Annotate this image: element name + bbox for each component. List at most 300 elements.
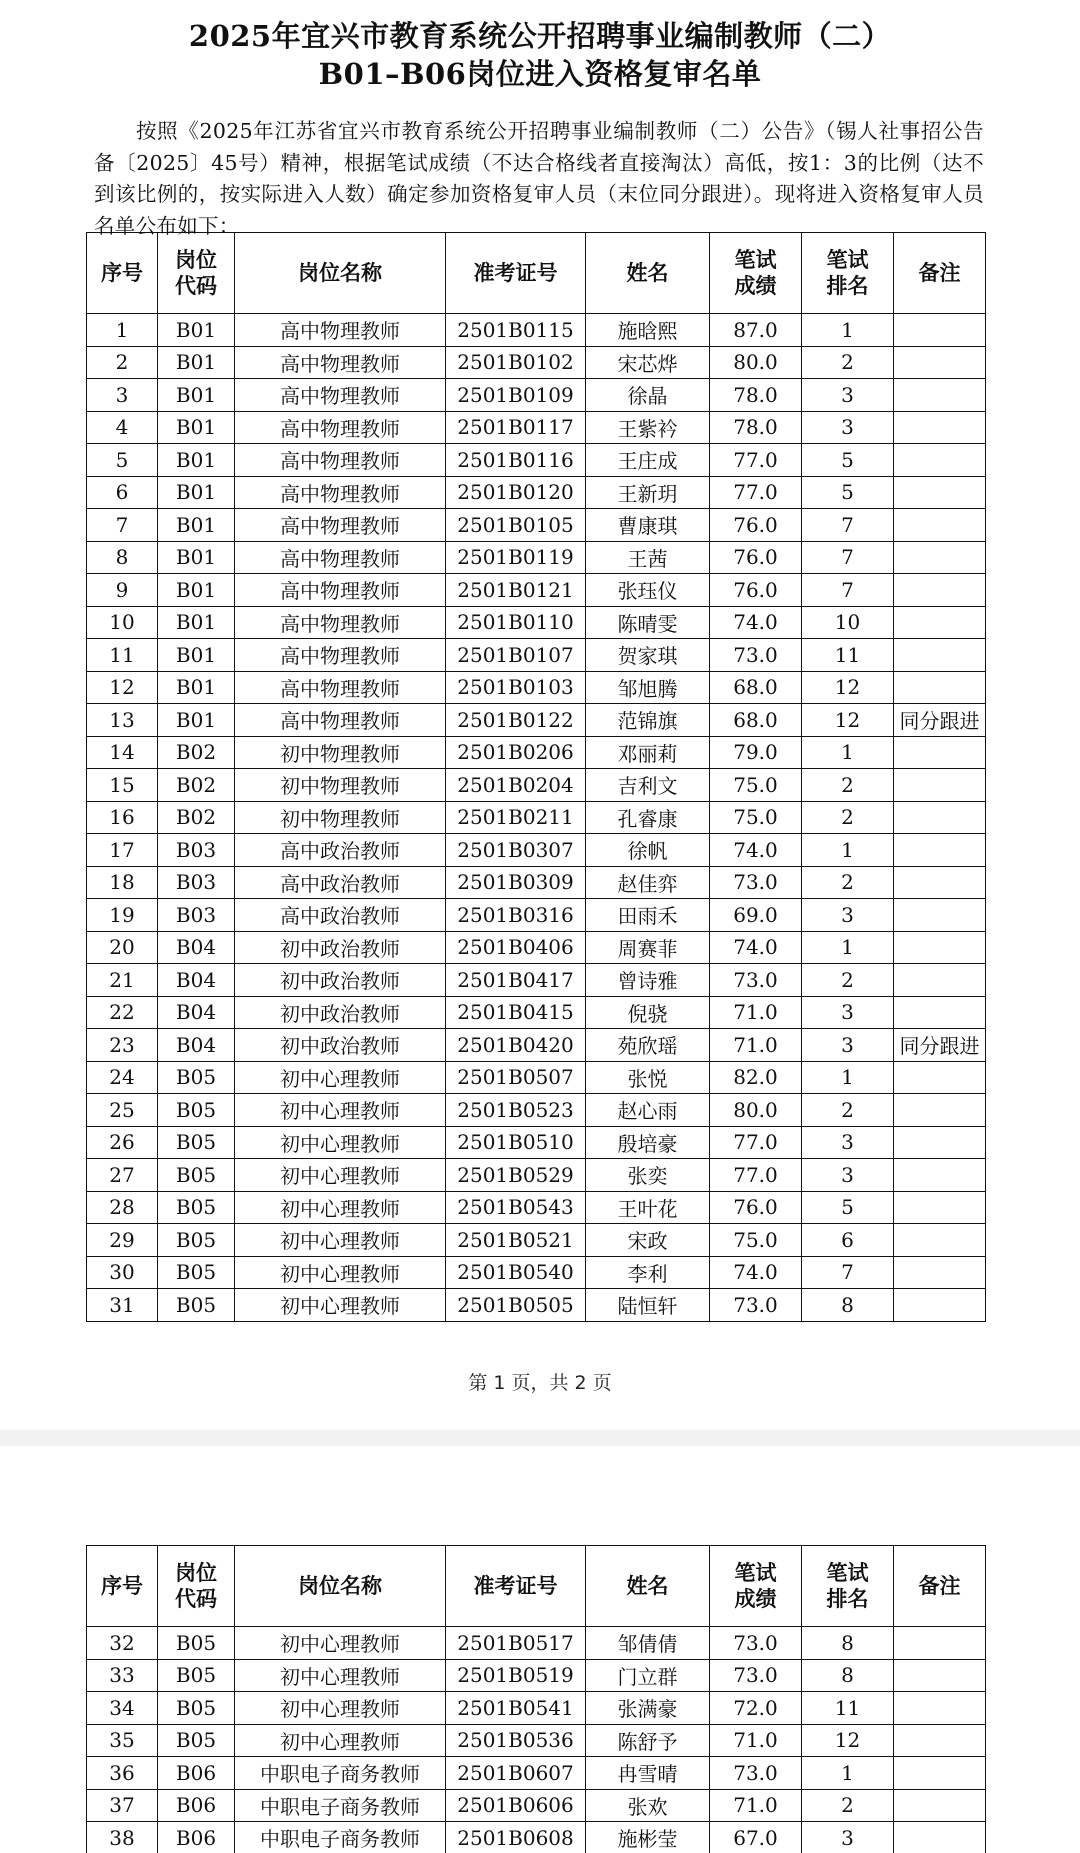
table-row	[87, 1724, 986, 1757]
post-code-cell: B02	[158, 769, 235, 802]
exam-number-cell: 2501B0117	[446, 411, 586, 444]
note-cell	[894, 1191, 986, 1224]
exam-number-cell: 2501B0519	[446, 1659, 586, 1692]
post-name-cell: 初中政治教师	[235, 931, 446, 964]
exam-number-cell: 2501B0206	[446, 736, 586, 769]
table-row	[87, 574, 986, 607]
exam-number-cell: 2501B0307	[446, 834, 586, 867]
exam-number-cell: 2501B0529	[446, 1159, 586, 1192]
table-row	[87, 964, 986, 997]
name-cell: 殷培豪	[586, 1126, 710, 1159]
exam-number-cell: 2501B0517	[446, 1627, 586, 1660]
post-name-cell: 初中政治教师	[235, 996, 446, 1029]
written-score-cell: 87.0	[710, 314, 802, 347]
post-code-cell: B04	[158, 964, 235, 997]
name-cell: 周赛菲	[586, 931, 710, 964]
note-cell	[894, 964, 986, 997]
note-cell	[894, 1224, 986, 1257]
written-score-cell: 78.0	[710, 379, 802, 412]
written-score-cell: 75.0	[710, 801, 802, 834]
table-row	[87, 1627, 986, 1660]
written-score-cell: 74.0	[710, 606, 802, 639]
exam-number-cell: 2501B0309	[446, 866, 586, 899]
written-rank-cell: 8	[802, 1627, 894, 1660]
exam-number-cell: 2501B0521	[446, 1224, 586, 1257]
exam-number-cell: 2501B0415	[446, 996, 586, 1029]
header-post-name: 岗位名称	[235, 233, 446, 314]
written-score-cell: 77.0	[710, 476, 802, 509]
table-row	[87, 314, 986, 347]
note-cell	[894, 736, 986, 769]
written-score-cell: 73.0	[710, 1627, 802, 1660]
note-cell	[894, 1692, 986, 1725]
post-code-cell: B05	[158, 1094, 235, 1127]
written-score-cell: 73.0	[710, 964, 802, 997]
seq-cell: 3	[87, 379, 158, 412]
post-name-cell: 初中政治教师	[235, 1029, 446, 1062]
written-score-cell: 74.0	[710, 931, 802, 964]
table-row	[87, 444, 986, 477]
post-code-cell: B01	[158, 444, 235, 477]
table-row	[87, 834, 986, 867]
post-name-cell: 高中物理教师	[235, 606, 446, 639]
table-row	[87, 769, 986, 802]
note-cell	[894, 1757, 986, 1790]
name-cell: 倪骁	[586, 996, 710, 1029]
post-code-cell: B05	[158, 1191, 235, 1224]
post-code-cell: B02	[158, 801, 235, 834]
written-rank-cell: 11	[802, 1692, 894, 1725]
seq-cell: 33	[87, 1659, 158, 1692]
table-row	[87, 1126, 986, 1159]
written-rank-cell: 12	[802, 704, 894, 737]
exam-number-cell: 2501B0608	[446, 1822, 586, 1853]
table-row	[87, 1822, 986, 1853]
header-name: 姓名	[586, 1546, 710, 1627]
post-code-cell: B05	[158, 1061, 235, 1094]
post-code-cell: B01	[158, 346, 235, 379]
header-post-code: 岗位 代码	[158, 233, 235, 314]
written-score-cell: 77.0	[710, 1126, 802, 1159]
post-code-cell: B05	[158, 1126, 235, 1159]
exam-number-cell: 2501B0543	[446, 1191, 586, 1224]
note-cell	[894, 866, 986, 899]
written-rank-cell: 3	[802, 1822, 894, 1853]
table-row	[87, 346, 986, 379]
note-cell	[894, 1789, 986, 1822]
header-written-rank: 笔试 排名	[802, 1546, 894, 1627]
seq-cell: 36	[87, 1757, 158, 1790]
name-cell: 田雨禾	[586, 899, 710, 932]
note-cell	[894, 1094, 986, 1127]
post-name-cell: 初中心理教师	[235, 1256, 446, 1289]
written-rank-cell: 7	[802, 1256, 894, 1289]
exam-number-cell: 2501B0540	[446, 1256, 586, 1289]
seq-cell: 10	[87, 606, 158, 639]
written-score-cell: 76.0	[710, 574, 802, 607]
seq-cell: 9	[87, 574, 158, 607]
seq-cell: 28	[87, 1191, 158, 1224]
written-score-cell: 75.0	[710, 1224, 802, 1257]
note-cell: 同分跟进	[894, 704, 986, 737]
exam-number-cell: 2501B0103	[446, 671, 586, 704]
note-cell	[894, 541, 986, 574]
written-rank-cell: 2	[802, 866, 894, 899]
written-score-cell: 77.0	[710, 1159, 802, 1192]
table-row	[87, 931, 986, 964]
post-name-cell: 高中政治教师	[235, 834, 446, 867]
post-name-cell: 高中政治教师	[235, 899, 446, 932]
written-score-cell: 74.0	[710, 834, 802, 867]
post-name-cell: 高中政治教师	[235, 866, 446, 899]
post-code-cell: B01	[158, 509, 235, 542]
table-row	[87, 801, 986, 834]
written-rank-cell: 1	[802, 314, 894, 347]
post-name-cell: 初中心理教师	[235, 1126, 446, 1159]
written-rank-cell: 8	[802, 1659, 894, 1692]
seq-cell: 16	[87, 801, 158, 834]
post-code-cell: B04	[158, 1029, 235, 1062]
post-name-cell: 高中物理教师	[235, 639, 446, 672]
name-cell: 张悦	[586, 1061, 710, 1094]
document-page-2	[0, 1446, 1080, 1853]
page-separator	[0, 1430, 1080, 1446]
seq-cell: 24	[87, 1061, 158, 1094]
seq-cell: 4	[87, 411, 158, 444]
note-cell	[894, 314, 986, 347]
note-cell	[894, 574, 986, 607]
seq-cell: 32	[87, 1627, 158, 1660]
name-cell: 王叶花	[586, 1191, 710, 1224]
written-score-cell: 76.0	[710, 541, 802, 574]
header-note: 备注	[894, 1546, 986, 1627]
name-cell: 冉雪晴	[586, 1757, 710, 1790]
post-code-cell: B06	[158, 1822, 235, 1853]
table-row	[87, 1692, 986, 1725]
written-score-cell: 71.0	[710, 1789, 802, 1822]
written-rank-cell: 3	[802, 1029, 894, 1062]
seq-cell: 12	[87, 671, 158, 704]
written-score-cell: 67.0	[710, 1822, 802, 1853]
seq-cell: 21	[87, 964, 158, 997]
post-code-cell: B05	[158, 1692, 235, 1725]
post-name-cell: 初中心理教师	[235, 1724, 446, 1757]
written-score-cell: 73.0	[710, 866, 802, 899]
exam-number-cell: 2501B0211	[446, 801, 586, 834]
written-rank-cell: 1	[802, 931, 894, 964]
post-code-cell: B01	[158, 671, 235, 704]
post-name-cell: 高中物理教师	[235, 574, 446, 607]
seq-cell: 2	[87, 346, 158, 379]
header-seq: 序号	[87, 233, 158, 314]
candidate-table-page-2	[86, 1545, 986, 1853]
note-cell	[894, 411, 986, 444]
intro-paragraph: 按照《2025年江苏省宜兴市教育系统公开招聘事业编制教师（二）公告》（锡人社事招公告备〔2025〕45号）精神，根据笔试成绩（不达合格线者直接淘汰）高低，按1：3的比例（达不到该比例的，按实际进入人数）确定参加资格复审人员（末位同分跟进）。现将进入资格复审人员名单公布如下：	[94, 119, 984, 238]
name-cell: 贺家琪	[586, 639, 710, 672]
exam-number-cell: 2501B0541	[446, 1692, 586, 1725]
note-cell	[894, 1822, 986, 1853]
post-name-cell: 高中物理教师	[235, 346, 446, 379]
name-cell: 徐帆	[586, 834, 710, 867]
note-cell	[894, 1289, 986, 1322]
seq-cell: 13	[87, 704, 158, 737]
name-cell: 张珏仪	[586, 574, 710, 607]
header-written-score: 笔试 成绩	[710, 233, 802, 314]
written-rank-cell: 1	[802, 834, 894, 867]
name-cell: 施彬莹	[586, 1822, 710, 1853]
post-name-cell: 中职电子商务教师	[235, 1789, 446, 1822]
name-cell: 曾诗雅	[586, 964, 710, 997]
exam-number-cell: 2501B0122	[446, 704, 586, 737]
written-rank-cell: 5	[802, 476, 894, 509]
written-rank-cell: 1	[802, 736, 894, 769]
seq-cell: 8	[87, 541, 158, 574]
note-cell	[894, 1724, 986, 1757]
written-score-cell: 77.0	[710, 444, 802, 477]
note-cell	[894, 606, 986, 639]
post-name-cell: 初中心理教师	[235, 1692, 446, 1725]
written-rank-cell: 2	[802, 801, 894, 834]
name-cell: 吉利文	[586, 769, 710, 802]
table-row	[87, 736, 986, 769]
written-score-cell: 73.0	[710, 1659, 802, 1692]
seq-cell: 17	[87, 834, 158, 867]
table-row	[87, 899, 986, 932]
header-note: 备注	[894, 233, 986, 314]
seq-cell: 20	[87, 931, 158, 964]
written-rank-cell: 7	[802, 509, 894, 542]
header-post-name: 岗位名称	[235, 1546, 446, 1627]
seq-cell: 27	[87, 1159, 158, 1192]
header-written-rank: 笔试 排名	[802, 233, 894, 314]
header-name: 姓名	[586, 233, 710, 314]
header-exam-number: 准考证号	[446, 233, 586, 314]
written-score-cell: 80.0	[710, 346, 802, 379]
exam-number-cell: 2501B0116	[446, 444, 586, 477]
note-cell	[894, 671, 986, 704]
written-score-cell: 68.0	[710, 671, 802, 704]
written-rank-cell: 2	[802, 769, 894, 802]
post-name-cell: 初中心理教师	[235, 1659, 446, 1692]
post-name-cell: 高中物理教师	[235, 476, 446, 509]
seq-cell: 23	[87, 1029, 158, 1062]
seq-cell: 29	[87, 1224, 158, 1257]
seq-cell: 26	[87, 1126, 158, 1159]
post-code-cell: B05	[158, 1627, 235, 1660]
note-cell	[894, 639, 986, 672]
exam-number-cell: 2501B0204	[446, 769, 586, 802]
table-row	[87, 509, 986, 542]
name-cell: 李利	[586, 1256, 710, 1289]
post-code-cell: B06	[158, 1757, 235, 1790]
name-cell: 宋芯烨	[586, 346, 710, 379]
post-code-cell: B04	[158, 996, 235, 1029]
exam-number-cell: 2501B0523	[446, 1094, 586, 1127]
header-exam-number: 准考证号	[446, 1546, 586, 1627]
note-cell: 同分跟进	[894, 1029, 986, 1062]
candidate-table-page-1	[86, 232, 986, 1322]
seq-cell: 22	[87, 996, 158, 1029]
table-row	[87, 1159, 986, 1192]
written-rank-cell: 11	[802, 639, 894, 672]
seq-cell: 18	[87, 866, 158, 899]
exam-number-cell: 2501B0510	[446, 1126, 586, 1159]
post-name-cell: 初中物理教师	[235, 769, 446, 802]
post-code-cell: B01	[158, 411, 235, 444]
note-cell	[894, 996, 986, 1029]
seq-cell: 6	[87, 476, 158, 509]
note-cell	[894, 444, 986, 477]
written-score-cell: 68.0	[710, 704, 802, 737]
table-row	[87, 639, 986, 672]
post-name-cell: 初中心理教师	[235, 1061, 446, 1094]
seq-cell: 5	[87, 444, 158, 477]
post-code-cell: B01	[158, 704, 235, 737]
note-cell	[894, 1126, 986, 1159]
written-rank-cell: 8	[802, 1289, 894, 1322]
post-code-cell: B01	[158, 379, 235, 412]
post-name-cell: 初中物理教师	[235, 801, 446, 834]
document-title-line-2: B01–B06岗位进入资格复审名单	[318, 57, 762, 91]
table-row	[87, 671, 986, 704]
exam-number-cell: 2501B0507	[446, 1061, 586, 1094]
written-score-cell: 69.0	[710, 899, 802, 932]
table-header-row	[87, 233, 986, 314]
name-cell: 陈舒予	[586, 1724, 710, 1757]
note-cell	[894, 379, 986, 412]
seq-cell: 38	[87, 1822, 158, 1853]
written-score-cell: 71.0	[710, 996, 802, 1029]
seq-cell: 19	[87, 899, 158, 932]
post-code-cell: B03	[158, 834, 235, 867]
table-row	[87, 704, 986, 737]
post-name-cell: 初中政治教师	[235, 964, 446, 997]
name-cell: 孔睿康	[586, 801, 710, 834]
name-cell: 邹旭腾	[586, 671, 710, 704]
seq-cell: 14	[87, 736, 158, 769]
note-cell	[894, 476, 986, 509]
name-cell: 陈晴雯	[586, 606, 710, 639]
exam-number-cell: 2501B0109	[446, 379, 586, 412]
post-name-cell: 初中心理教师	[235, 1627, 446, 1660]
post-code-cell: B01	[158, 606, 235, 639]
table-row	[87, 1659, 986, 1692]
exam-number-cell: 2501B0121	[446, 574, 586, 607]
written-rank-cell: 7	[802, 574, 894, 607]
written-score-cell: 79.0	[710, 736, 802, 769]
seq-cell: 30	[87, 1256, 158, 1289]
written-score-cell: 82.0	[710, 1061, 802, 1094]
exam-number-cell: 2501B0505	[446, 1289, 586, 1322]
exam-number-cell: 2501B0536	[446, 1724, 586, 1757]
written-rank-cell: 7	[802, 541, 894, 574]
document-title-line-1: 2025年宜兴市教育系统公开招聘事业编制教师（二）	[188, 19, 892, 53]
written-score-cell: 73.0	[710, 1289, 802, 1322]
exam-number-cell: 2501B0102	[446, 346, 586, 379]
written-rank-cell: 12	[802, 671, 894, 704]
written-rank-cell: 6	[802, 1224, 894, 1257]
post-name-cell: 高中物理教师	[235, 314, 446, 347]
name-cell: 施晗熙	[586, 314, 710, 347]
exam-number-cell: 2501B0107	[446, 639, 586, 672]
table-row	[87, 1789, 986, 1822]
table-row	[87, 1289, 986, 1322]
table-row	[87, 606, 986, 639]
name-cell: 徐晶	[586, 379, 710, 412]
table-row	[87, 1061, 986, 1094]
post-name-cell: 高中物理教师	[235, 509, 446, 542]
written-score-cell: 76.0	[710, 509, 802, 542]
post-name-cell: 初中物理教师	[235, 736, 446, 769]
exam-number-cell: 2501B0417	[446, 964, 586, 997]
name-cell: 曹康琪	[586, 509, 710, 542]
note-cell	[894, 801, 986, 834]
table-row	[87, 1757, 986, 1790]
name-cell: 邹倩倩	[586, 1627, 710, 1660]
note-cell	[894, 1627, 986, 1660]
post-name-cell: 初中心理教师	[235, 1159, 446, 1192]
table-row	[87, 866, 986, 899]
post-name-cell: 高中物理教师	[235, 411, 446, 444]
written-rank-cell: 3	[802, 996, 894, 1029]
note-cell	[894, 769, 986, 802]
table-row	[87, 1191, 986, 1224]
exam-number-cell: 2501B0607	[446, 1757, 586, 1790]
note-cell	[894, 1159, 986, 1192]
note-cell	[894, 1061, 986, 1094]
page-footer: 第 1 页，共 2 页	[468, 1372, 612, 1394]
post-code-cell: B01	[158, 476, 235, 509]
table-row	[87, 1094, 986, 1127]
exam-number-cell: 2501B0406	[446, 931, 586, 964]
name-cell: 邓丽莉	[586, 736, 710, 769]
written-score-cell: 80.0	[710, 1094, 802, 1127]
written-rank-cell: 1	[802, 1757, 894, 1790]
post-code-cell: B03	[158, 866, 235, 899]
post-name-cell: 中职电子商务教师	[235, 1822, 446, 1853]
seq-cell: 11	[87, 639, 158, 672]
written-score-cell: 71.0	[710, 1724, 802, 1757]
name-cell: 陆恒轩	[586, 1289, 710, 1322]
post-code-cell: B01	[158, 574, 235, 607]
exam-number-cell: 2501B0110	[446, 606, 586, 639]
written-score-cell: 73.0	[710, 1757, 802, 1790]
table-header-row	[87, 1546, 986, 1627]
table-row	[87, 1256, 986, 1289]
seq-cell: 31	[87, 1289, 158, 1322]
table-row	[87, 1029, 986, 1062]
seq-cell: 15	[87, 769, 158, 802]
post-code-cell: B01	[158, 639, 235, 672]
table-row	[87, 541, 986, 574]
table-row	[87, 476, 986, 509]
name-cell: 王茜	[586, 541, 710, 574]
post-name-cell: 高中物理教师	[235, 671, 446, 704]
post-code-cell: B06	[158, 1789, 235, 1822]
name-cell: 范锦旗	[586, 704, 710, 737]
exam-number-cell: 2501B0316	[446, 899, 586, 932]
seq-cell: 34	[87, 1692, 158, 1725]
note-cell	[894, 346, 986, 379]
written-score-cell: 74.0	[710, 1256, 802, 1289]
post-code-cell: B05	[158, 1659, 235, 1692]
written-rank-cell: 3	[802, 899, 894, 932]
note-cell	[894, 899, 986, 932]
written-rank-cell: 10	[802, 606, 894, 639]
name-cell: 门立群	[586, 1659, 710, 1692]
name-cell: 赵佳弈	[586, 866, 710, 899]
seq-cell: 7	[87, 509, 158, 542]
